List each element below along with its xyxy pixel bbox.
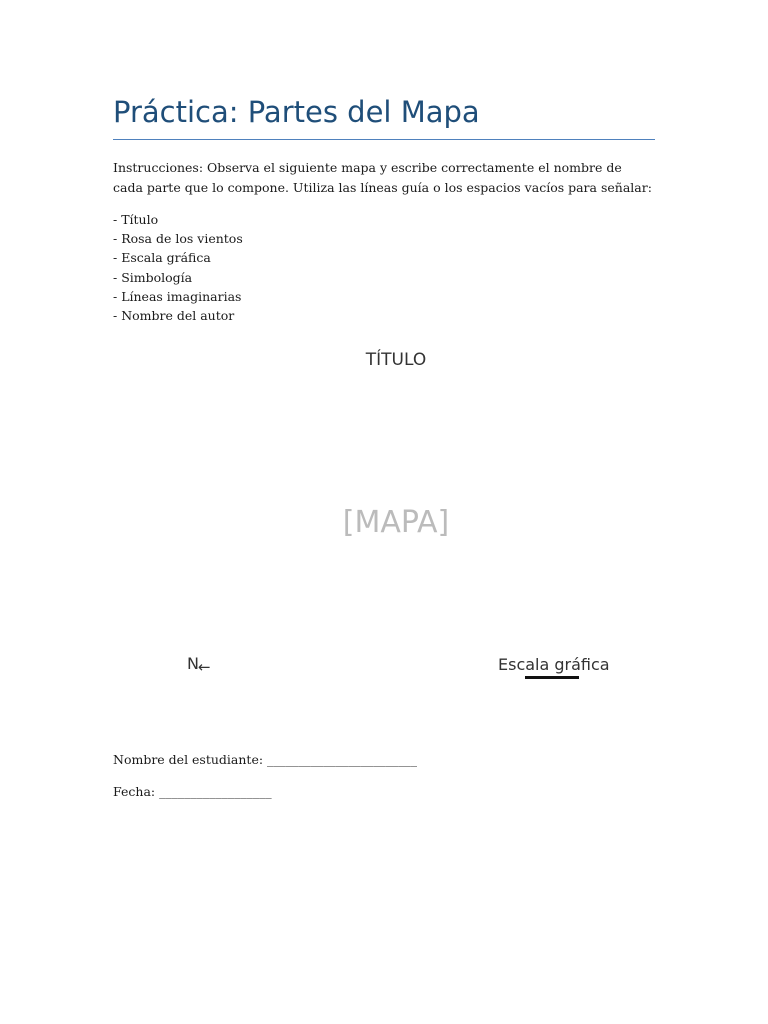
list-item: - Simbología xyxy=(113,269,193,285)
compass-rose xyxy=(187,654,211,676)
list-item: - Nombre del autor xyxy=(113,308,235,324)
page-title: Práctica: Partes del Mapa xyxy=(113,95,480,129)
student-name-field: Nombre del estudiante: ________________________ xyxy=(113,752,418,767)
list-item: - Rosa de los vientos xyxy=(113,231,243,247)
instructions-text: Instrucciones: Observa el siguiente mapa y escribe correctamente el nombre de cada parte que lo compone. Utiliza las líneas guía o los espacios vacíos para señalar: xyxy=(113,160,652,195)
list-item: - Escala gráfica xyxy=(113,250,211,266)
arrow-left-icon: ← xyxy=(197,658,211,676)
map-placeholder: [MAPA] xyxy=(342,505,450,540)
list-item: - Líneas imaginarias xyxy=(113,288,242,304)
list-item: - Título xyxy=(113,212,159,227)
scale-bar xyxy=(525,676,579,679)
date-field: Fecha: __________________ xyxy=(113,784,272,799)
scale-label: Escala gráfica xyxy=(498,655,610,674)
map-title: TÍTULO xyxy=(365,350,427,370)
compass-north-label: N xyxy=(187,654,199,673)
